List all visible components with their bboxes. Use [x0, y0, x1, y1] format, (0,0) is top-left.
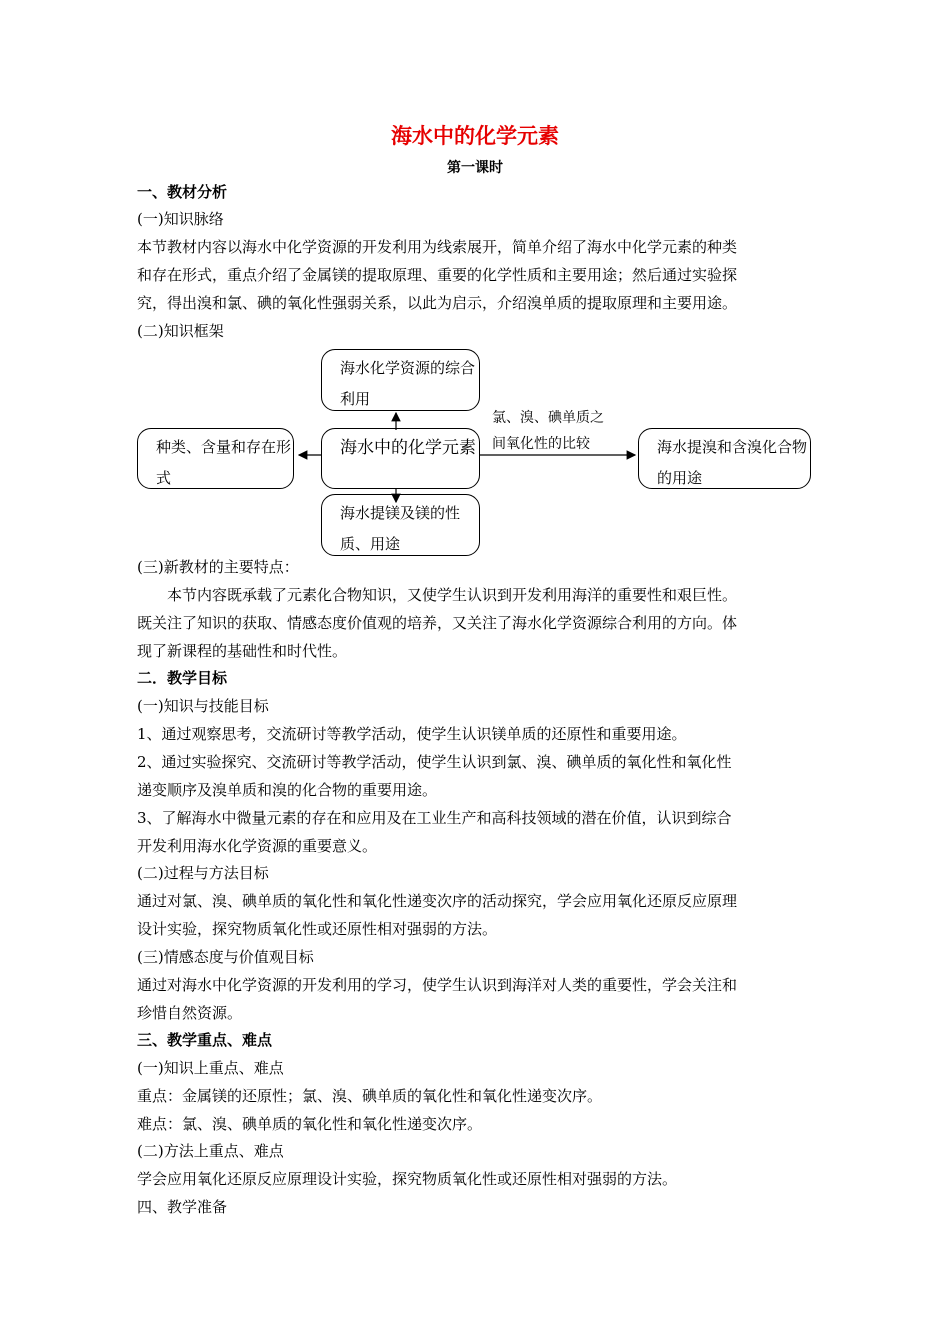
subsection-heading: (二)过程与方法目标	[137, 864, 269, 882]
diagram-box-bottom: 海水提镁及镁的性质、用途	[321, 494, 480, 556]
subsection-heading: (一)知识上重点、难点	[137, 1059, 284, 1077]
subsection-heading: (一)知识与技能目标	[137, 697, 269, 715]
diagram-box-left: 种类、含量和存在形式	[137, 428, 294, 489]
list-item: 1、通过观察思考，交流研讨等教学活动，使学生认识镁单质的还原性和重要用途。	[137, 725, 687, 743]
subsection-heading: (二)方法上重点、难点	[137, 1142, 284, 1160]
paragraph-line: 设计实验，探究物质氧化性或还原性相对强弱的方法。	[137, 920, 498, 938]
paragraph-line: 学会应用氧化还原反应原理设计实验，探究物质氧化性或还原性相对强弱的方法。	[137, 1170, 678, 1188]
diagram-box-center: 海水中的化学元素	[321, 428, 480, 489]
diagram-arrow-label: 氯、溴、碘单质之	[492, 410, 604, 426]
list-item-continued: 递变顺序及溴单质和溴的化合物的重要用途。	[137, 781, 438, 799]
paragraph-line: 珍惜自然资源。	[137, 1004, 243, 1022]
section-heading: 四、教学准备	[137, 1198, 228, 1216]
diagram-box-right: 海水提溴和含溴化合物的用途	[638, 428, 811, 489]
paragraph-line: 通过对海水中化学资源的开发利用的学习，使学生认识到海洋对人类的重要性，学会关注和	[137, 976, 738, 994]
paragraph-line: 和存在形式，重点介绍了金属镁的提取原理、重要的化学性质和主要用途；然后通过实验探	[137, 266, 738, 284]
page-subtitle: 第一课时	[447, 160, 503, 176]
subsection-heading: (三)情感态度与价值观目标	[137, 948, 314, 966]
paragraph-line: 本节内容既承载了元素化合物知识，又使学生认识到开发利用海洋的重要性和艰巨性。	[167, 586, 738, 604]
paragraph-line: 通过对氯、溴、碘单质的氧化性和氧化性递变次序的活动探究，学会应用氧化还原反应原理	[137, 892, 738, 910]
paragraph-line: 既关注了知识的获取、情感态度价值观的培养，又关注了海水化学资源综合利用的方向。体	[137, 614, 738, 632]
section-heading: 二．教学目标	[137, 669, 228, 687]
list-item: 3、了解海水中微量元素的存在和应用及在工业生产和高科技领域的潜在价值，认识到综合	[137, 809, 732, 827]
subsection-heading: (三)新教材的主要特点：	[137, 558, 299, 576]
section-heading: 一、教材分析	[137, 183, 228, 201]
list-item: 2、通过实验探究、交流研讨等教学活动，使学生认识到氯、溴、碘单质的氧化性和氧化性	[137, 753, 732, 771]
diagram-arrow-label: 间氧化性的比较	[492, 436, 590, 452]
paragraph-line: 难点：氯、溴、碘单质的氧化性和氧化性递变次序。	[137, 1115, 483, 1133]
list-item-continued: 开发利用海水化学资源的重要意义。	[137, 837, 378, 855]
paragraph-line: 本节教材内容以海水中化学资源的开发利用为线索展开，简单介绍了海水中化学元素的种类	[137, 238, 738, 256]
subsection-heading: (二)知识框架	[137, 322, 224, 340]
subsection-heading: (一)知识脉络	[137, 210, 224, 228]
diagram-box-top: 海水化学资源的综合利用	[321, 349, 480, 411]
paragraph-line: 重点：金属镁的还原性；氯、溴、碘单质的氧化性和氧化性递变次序。	[137, 1087, 603, 1105]
paragraph-line: 究，得出溴和氯、碘的氧化性强弱关系，以此为启示，介绍溴单质的提取原理和主要用途。	[137, 294, 738, 312]
page-title: 海水中的化学元素	[391, 124, 559, 148]
section-heading: 三、教学重点、难点	[137, 1031, 273, 1049]
paragraph-line: 现了新课程的基础性和时代性。	[137, 642, 348, 660]
